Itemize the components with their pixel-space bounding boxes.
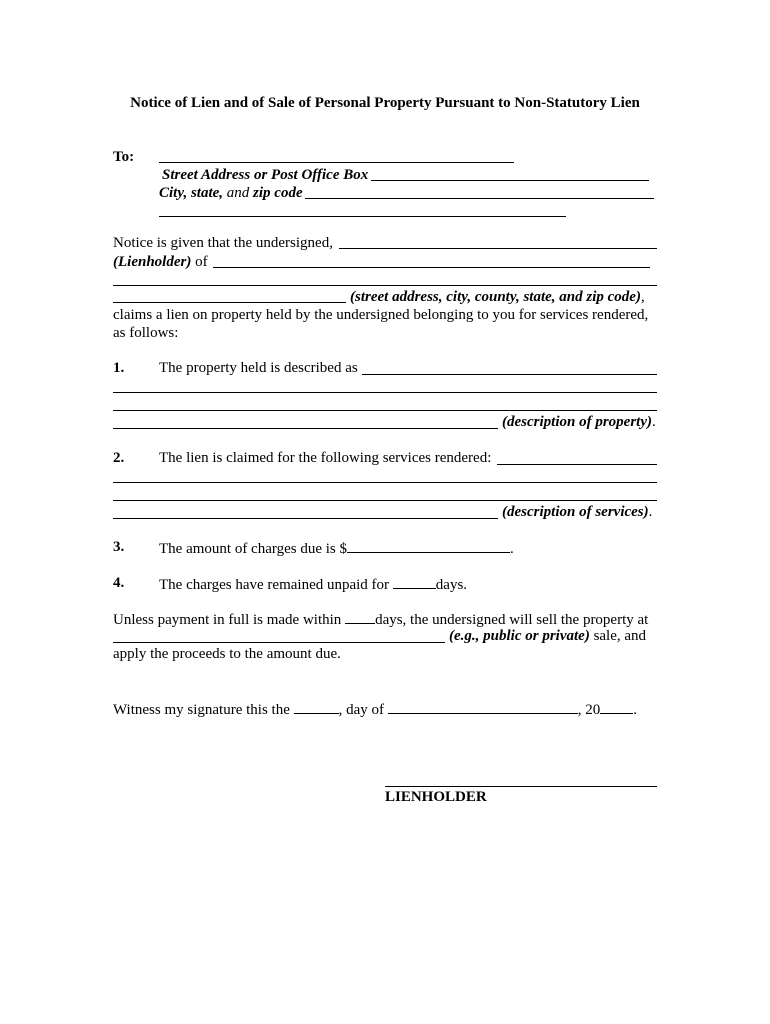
- claims-line-1: claims a lien on property held by the undersigned belonging to you for services rendered,: [113, 307, 649, 323]
- recipient-name-line[interactable]: [159, 162, 514, 163]
- unpaid-days-field[interactable]: [393, 574, 436, 589]
- lienholder-address-line-1[interactable]: [113, 285, 657, 286]
- item-2-hint-row: (description of services).: [502, 504, 653, 520]
- item-2-text: The lien is claimed for the following services rendered:: [159, 450, 492, 466]
- item-1-line-a[interactable]: [362, 374, 657, 375]
- street-address-line[interactable]: [371, 180, 649, 181]
- item-2-number: 2.: [113, 450, 125, 466]
- address-hint: (street address, city, county, state, and zip code): [350, 289, 641, 305]
- property-description-hint: (description of property): [502, 414, 652, 430]
- lienholder-name-line[interactable]: [339, 248, 657, 249]
- item-4-number: 4.: [113, 575, 125, 591]
- lienholder-of-line[interactable]: [213, 267, 650, 268]
- witness-year-field[interactable]: [600, 699, 633, 714]
- street-address-label: Street Address or Post Office Box: [162, 167, 369, 183]
- item-1-hint-row: (description of property).: [502, 414, 656, 430]
- item-2-line-a[interactable]: [497, 464, 657, 465]
- lienholder-label-row: (Lienholder) of: [113, 254, 208, 270]
- to-label: To:: [113, 149, 135, 165]
- witness-line: Witness my signature this the , day of , 20 .: [113, 699, 637, 719]
- item-2-line-b[interactable]: [113, 482, 657, 483]
- item-1-line-d[interactable]: [113, 428, 498, 429]
- item-1-line-c[interactable]: [113, 410, 657, 411]
- item-2-line-d[interactable]: [113, 518, 498, 519]
- services-description-hint: (description of services): [502, 504, 649, 520]
- item-1-number: 1.: [113, 360, 125, 376]
- item-4-text: The charges have remained unpaid for days.: [159, 574, 467, 594]
- lienholder-label: (Lienholder): [113, 254, 192, 270]
- signature-line[interactable]: [385, 786, 657, 787]
- lienholder-address-line-2[interactable]: [113, 302, 346, 303]
- address-extra-line[interactable]: [159, 216, 566, 217]
- city-state-zip-label: City, state, and zip code: [159, 185, 303, 201]
- sale-type-line[interactable]: [113, 642, 445, 643]
- document-title: Notice of Lien and of Sale of Personal Property Pursuant to Non-Statutory Lien: [130, 95, 640, 111]
- payment-days-field[interactable]: [345, 609, 375, 624]
- item-3-number: 3.: [113, 539, 125, 555]
- sale-line-1: Unless payment in full is made within days, the undersigned will sell the property at: [113, 609, 648, 629]
- claims-line-2: as follows:: [113, 325, 179, 341]
- sale-line-3: apply the proceeds to the amount due.: [113, 646, 341, 662]
- item-2-line-c[interactable]: [113, 500, 657, 501]
- lienholder-signature-label: LIENHOLDER: [385, 789, 487, 805]
- item-1-text: The property held is described as: [159, 360, 358, 376]
- sale-line-2: (e.g., public or private) sale, and: [449, 628, 647, 644]
- city-state-zip-line[interactable]: [305, 198, 654, 199]
- amount-due-field[interactable]: [347, 538, 510, 553]
- item-3-text: The amount of charges due is $ .: [159, 538, 514, 558]
- witness-month-field[interactable]: [388, 699, 578, 714]
- item-1-line-b[interactable]: [113, 392, 657, 393]
- notice-intro: Notice is given that the undersigned,: [113, 235, 333, 251]
- sale-type-hint: (e.g., public or private): [449, 628, 590, 644]
- address-hint-row: (street address, city, county, state, and zip code),: [350, 289, 645, 305]
- witness-day-field[interactable]: [294, 699, 339, 714]
